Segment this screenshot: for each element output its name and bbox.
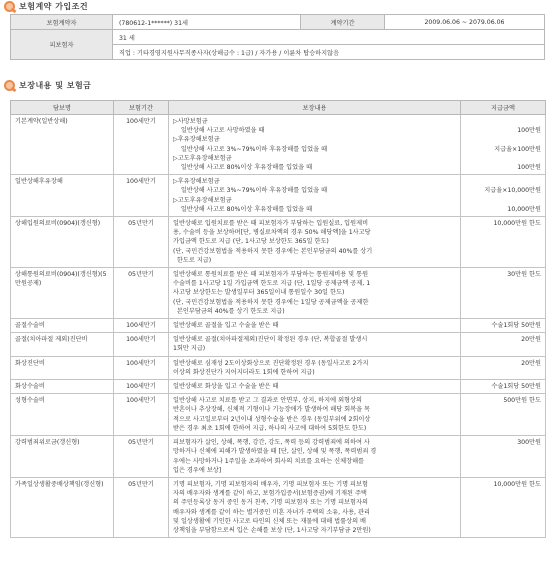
content-line: 일반상해로 화상을 입고 수술을 받은 때 (173, 383, 279, 391)
coverage-period: 05년만기 (114, 217, 169, 268)
content-line: 본인부담금의 40%를 상기 한도로 지급) (173, 307, 285, 315)
amount-line (465, 117, 541, 126)
coverage-period: 05년만기 (114, 477, 169, 537)
amount-line: 지급율×10,000만원 (484, 187, 541, 195)
amount-line: 수술1회당 50만원 (491, 322, 541, 330)
coverage-name: 성형수술비 (11, 394, 114, 436)
section-title: 보장내용 및 보험금 (19, 81, 92, 90)
content-line: (단, 국민건강보험법을 적용하지 못한 경우에는 본인부담금의 40%를 상기 (173, 247, 373, 255)
coverage-period: 05년만기 (114, 268, 169, 319)
bullet-icon (4, 1, 15, 12)
amount-line (465, 196, 541, 205)
coverage-table (10, 100, 546, 538)
coverage-name: 일반상해후유장해 (11, 175, 114, 217)
coverage-content (169, 394, 461, 436)
coverage-amount (461, 436, 546, 478)
content-line: ▷고도후유장해보험금 (173, 154, 232, 162)
coverage-period: 100세만기 (114, 356, 169, 379)
amount-line: 100만원 (517, 164, 541, 172)
bullet-icon (4, 80, 15, 91)
table-row (11, 268, 546, 319)
header-content: 보장내용 (169, 101, 461, 115)
coverage-amount (461, 394, 546, 436)
coverage-content (169, 333, 461, 356)
content-line: 일반상해로 통원치료를 받은 때 피보험자가 부담하는 통원제비용 및 통원 (173, 271, 369, 279)
coverage-amount (461, 319, 546, 333)
amount-line: 30만원 한도 (507, 271, 541, 279)
table-row (11, 356, 546, 379)
content-line: 입은 경우에 보상] (173, 466, 222, 474)
content-line: 피보험자가 살인, 상해, 폭행, 강간, 강도, 폭력 등의 강력범죄에 의하여 사 (173, 439, 370, 447)
section-header-coverage (4, 80, 91, 91)
coverage-amount (461, 380, 546, 394)
coverage-name: 상해통원의료비(0904)(갱신형)(5만원공제) (11, 268, 114, 319)
section-header-contract (4, 1, 88, 12)
header-amount: 지급금액 (461, 101, 546, 115)
content-line: 배우자와 생계를 같이 하는 별거중인 미혼 자녀가 주택의 소유, 사용, 관리 (173, 508, 370, 516)
amount-line: 20만원 (521, 336, 541, 344)
table-row (11, 436, 546, 478)
coverage-content (169, 380, 461, 394)
content-line: 상책임을 부담함으로써 입은 손해를 보상 (단, 1사고당 자기부담금 2만원) (173, 526, 371, 534)
coverage-name: 가족일상생활중배상책임(갱신형) (11, 477, 114, 537)
table-header-row (11, 101, 546, 115)
table-row (11, 380, 546, 394)
contract-conditions-table (10, 14, 545, 60)
contract-period-value: 2009.06.06 ~ 2079.06.06 (385, 15, 545, 30)
content-line: 및 일상생활에 기인한 사고로 타인의 신체 또는 재물에 대해 법률상의 배 (173, 517, 367, 525)
content-line: ▷후유장해보험금 (173, 136, 220, 144)
header-coverage-name: 담보명 (11, 101, 114, 115)
content-line: 망하거나 신체에 피해가 발생하였을 때 [단, 살인, 상해 및 폭행, 폭력범죄 경 (173, 448, 377, 456)
insured-label: 피보험자 (11, 30, 113, 60)
amount-line (465, 135, 541, 144)
insured-occupation: 직업 : 기타경영지원사무직종사자(상해급수 : 1급) / 자가용 / 이륜차 탑승하지않음 (113, 45, 545, 60)
table-row (11, 175, 546, 217)
amount-line: 300만원 (517, 439, 541, 447)
coverage-amount (461, 175, 546, 217)
content-line: 일반상해 사고로 80%이상 후유장해를 입었을 때 (173, 164, 313, 172)
amount-line: 지급율×100만원 (494, 145, 541, 153)
policyholder-value: (780612-1******) 31세 (113, 15, 301, 30)
coverage-name: 기본계약(일반상해) (11, 115, 114, 175)
coverage-period: 100세만기 (114, 394, 169, 436)
content-line: 일반상해로 입원치료를 받은 때 피보험자가 부담하는 입원실료, 입원제비 (173, 220, 369, 228)
insured-age: 31 세 (113, 30, 545, 45)
coverage-amount (461, 477, 546, 537)
content-line: 일반상해 사고로 사망하였을 때 (173, 127, 265, 135)
content-line: 일반상해로 골절을 입고 수술을 받은 때 (173, 322, 279, 330)
coverage-amount (461, 356, 546, 379)
content-line: ▷사망보험금 (173, 118, 208, 125)
content-line: 사고당 보상한도는 발생일부터 365일이내 통원일수 30일 한도) (173, 289, 345, 297)
amount-line: 500만원 한도 (503, 397, 541, 405)
amount-line: 20만원 (521, 359, 541, 367)
amount-line: 수술1회당 50만원 (491, 383, 541, 391)
coverage-content (169, 477, 461, 537)
amount-line: 10,000만원 한도 (493, 480, 541, 488)
table-row (11, 477, 546, 537)
coverage-period: 100세만기 (114, 380, 169, 394)
coverage-name: 강력범죄위로금(갱신형) (11, 436, 114, 478)
coverage-content (169, 115, 461, 175)
coverage-amount (461, 268, 546, 319)
contract-period-label: 계약기간 (301, 15, 385, 30)
content-line: 의 주민등록상 동거 중인 동거 친족, 기명 피보험자 또는 기명 피보험자의 (173, 499, 368, 507)
coverage-amount (461, 333, 546, 356)
table-row (11, 319, 546, 333)
coverage-amount (461, 115, 546, 175)
coverage-name: 골절(치아파절 제외)진단비 (11, 333, 114, 356)
coverage-name: 화상수술비 (11, 380, 114, 394)
content-line: 적으로 사고일로부터 2년이내 성형수술을 받은 경우 (동일부위에 2회이상 (173, 415, 371, 423)
coverage-period: 100세만기 (114, 115, 169, 175)
content-line: 용, 수술비 등을 보상하며[단, 병실료차액의 경우 50% 해당액]을 1사고당 (173, 229, 371, 237)
coverage-content (169, 356, 461, 379)
amount-line: 10,000만원 한도 (493, 220, 541, 228)
content-line: 이상의 화상진단가 지어지더라도 1회에 한하여 지급) (173, 368, 315, 376)
content-line: 우에는 사망하거나 1주일을 초과하여 회사의 치료를 요하는 신체장해를 (173, 457, 365, 465)
content-line: 가입금액 한도로 지급 (단, 1사고당 보상한도 365일 한도) (173, 238, 329, 246)
content-line: 반흔이나 추상장해, 신체적 기형이나 기능장애가 발생하여 해당 회복을 목 (173, 406, 371, 414)
amount-line: 10,000만원 (507, 205, 541, 213)
content-line: ▷고도후유장해보험금 (173, 196, 232, 204)
content-line: 일반상해 사고로 80%이상 후유장해를 입었을 때 (173, 205, 313, 213)
coverage-name: 상해입원의료비(0904)(갱신형) (11, 217, 114, 268)
content-line: 일반상해 사고로 3%~79%이하 후유장해를 입었을 때 (173, 145, 328, 153)
coverage-content (169, 268, 461, 319)
coverage-amount (461, 217, 546, 268)
content-line: 일반상해 사고로 3%~79%이하 후유장해를 입었을 때 (173, 187, 328, 195)
coverage-content (169, 436, 461, 478)
header-period: 보험기간 (114, 101, 169, 115)
content-line: 일반상해로 심재성 2도이상화상으로 진단확정된 경우 (동일사고로 2가지 (173, 359, 369, 367)
amount-line: 100만원 (517, 127, 541, 135)
table-row (11, 333, 546, 356)
coverage-name: 골절수술비 (11, 319, 114, 333)
content-line: 한도로 지급) (173, 256, 212, 264)
content-line: 1회만 지급) (173, 345, 206, 353)
coverage-name: 화상진단비 (11, 356, 114, 379)
coverage-period: 100세만기 (114, 319, 169, 333)
coverage-period: 100세만기 (114, 333, 169, 356)
table-row (11, 115, 546, 175)
content-line: 자의 배우자와 생계를 같이 하고, 보험가입증서(보험증권)에 기재된 주택 (173, 490, 367, 498)
policyholder-label: 보험계약자 (11, 15, 113, 30)
content-line: 일반상해로 골절(치아파절제외)진단이 확정된 경우 (단, 복합골절 발생시 (173, 336, 368, 344)
coverage-period: 100세만기 (114, 175, 169, 217)
content-line: ▷후유장해보험금 (173, 178, 220, 186)
table-row (11, 394, 546, 436)
section-title: 보험계약 가입조건 (19, 2, 89, 11)
coverage-content (169, 217, 461, 268)
amount-line (465, 177, 541, 186)
coverage-content (169, 319, 461, 333)
coverage-content (169, 175, 461, 217)
content-line: 수술비를 1사고당 1일 가입금액 한도로 지급 (단, 1일당 공제금액 공제, 1 (173, 280, 371, 288)
content-line: (단, 국민건강보험법을 적용하지 못한 경우에는 1일당 공제금액을 공제한 (173, 298, 369, 306)
content-line: 기명 피보험자, 기명 피보험자의 배우자, 기명 피보험자 또는 기명 피보험 (173, 480, 368, 488)
content-line: 받은 경우 최초 1회에 한하여 지급, 하나의 사고에 대하여 5회한도 한도) (173, 424, 367, 432)
table-row (11, 217, 546, 268)
content-line: 일반상해 사고로 치료를 받고 그 결과로 안면부, 상지, 하지에 외형상의 (173, 397, 362, 405)
coverage-period: 05년만기 (114, 436, 169, 478)
amount-line (465, 154, 541, 163)
